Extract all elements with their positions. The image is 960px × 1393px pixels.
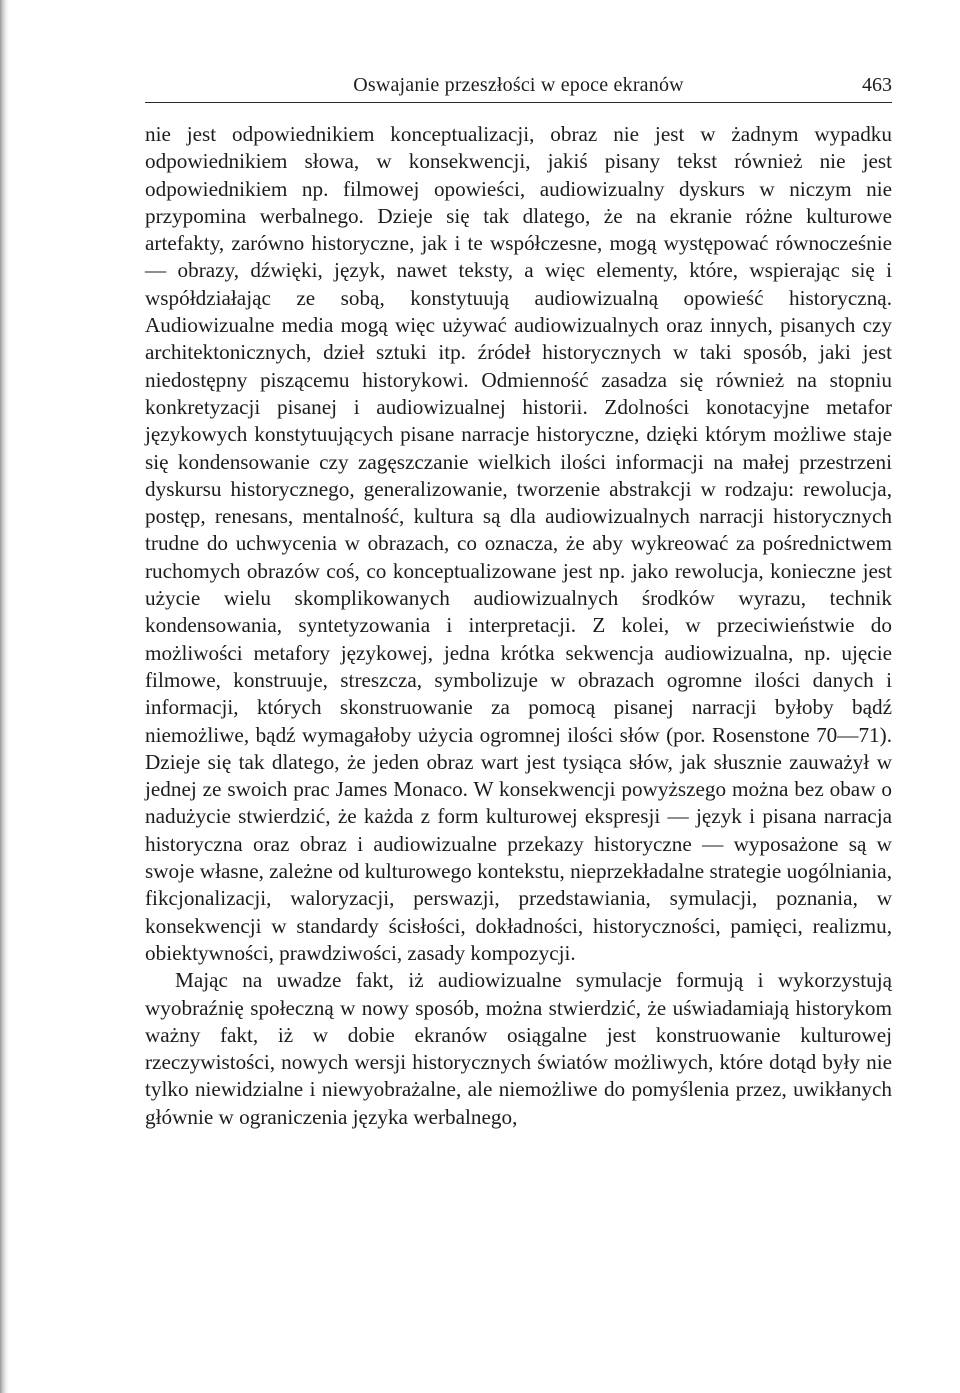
paragraph-1: nie jest odpowiednikiem konceptualizacji, obraz nie jest w żadnym wypadku odpowiednikiem słowa, w konsekwencji, jakiś pisany tekst również nie jest odpowiednikiem np. filmowej opowieści, audiowizualny dyskurs w niczym nie przypomina werbalnego. Dzieje się tak dlatego, że na ekranie różne kulturowe artefakty, zarówno historyczne, jak i te współczesne, mogą występować równocześnie — obrazy, dźwięki, język, nawet teksty, a więc elementy, które, wspierając się i współdziałając ze sobą, konstytuują audiowizualną opowieść historyczną. Audiowizualne media mogą więc używać audiowizualnych oraz innych, pisanych czy architektonicznych, dzieł sztuki itp. źródeł historycznych w taki sposób, jaki jest niedostępny piszącemu historykowi. Odmienność zasadza się również na stopniu konkretyzacji pisanej i audiowizualnej historii. Zdolności konotacyjne metafor językowych konstytuujących pisane narracje historyczne, dzięki którym możliwe staje się kondensowanie czy zagęszczanie wielkich ilości informacji na małej przestrzeni dyskursu historycznego, generalizowanie, tworzenie abstrakcji w rodzaju: rewolucja, postęp, renesans, mentalność, kultura są dla audiowizualnych narracji historycznych trudne do uchwycenia w obrazach, co oznacza, że aby wykreować za pośrednictwem ruchomych obrazów coś, co konceptualizowane jest np. jako rewolucja, konieczne jest użycie wielu skomplikowanych audiowizualnych środków wyrazu, technik kondensowania, syntetyzowania i interpretacji. Z kolei, w przeciwieństwie do możliwości metafory językowej, jedna krótka sekwencja audiowizualna, np. ujęcie filmowe, konstruuje, streszcza, symbolizuje w obrazach ogromne ilości danych i informacji, których skonstruowanie za pomocą pisanej narracji byłoby bądź niemożliwe, bądź wymagałoby użycia ogromnej ilości słów (por. Rosenstone 70—71). Dzieje się tak dlatego, że jeden obraz wart jest tysiąca słów, jak słusznie zauważył w jednej ze swoich prac James Monaco. W konsekwencji powyższego można bez obaw o nadużycie stwierdzić, że każda z form kulturowej ekspresji — język i pisana narracja historyczna oraz obraz i audiowizualne przekazy historyczne — wyposażone są w swoje własne, zależne od kulturowego kontekstu, nieprzekładalne strategie uogólniania, fikcjonalizacji, waloryzacji, perswazji, przedstawiania, symulacji, poznania, w konsekwencji w standardy ścisłości, dokładności, historyczności, pamięci, realizmu, obiektywności, prawdziwości, zasady kompozycji. [145,122,892,965]
scan-edge-shadow [0,0,9,1393]
book-page [145,62,892,1131]
running-head [145,62,892,103]
running-title: Oswajanie przeszłości w epoce ekranów [353,74,684,96]
paragraph-2: Mając na uwadze fakt, iż audiowizualne symulacje formują i wykorzystują wyobraźnię społeczną w nowy sposób, można stwierdzić, że uświadamiają historykom ważny fakt, iż w dobie ekranów osiągalne jest konstruowanie kulturowej rzeczywistości, nowych wersji historycznych światów możliwych, które dotąd były nie tylko niewidzialne i niewyobrażalne, ale niemożliwe do pomyślenia przez, uwikłanych głównie w ograniczenia języka werbalnego, [145,968,892,1129]
body-text [145,121,892,1131]
page-number: 463 [862,74,892,96]
